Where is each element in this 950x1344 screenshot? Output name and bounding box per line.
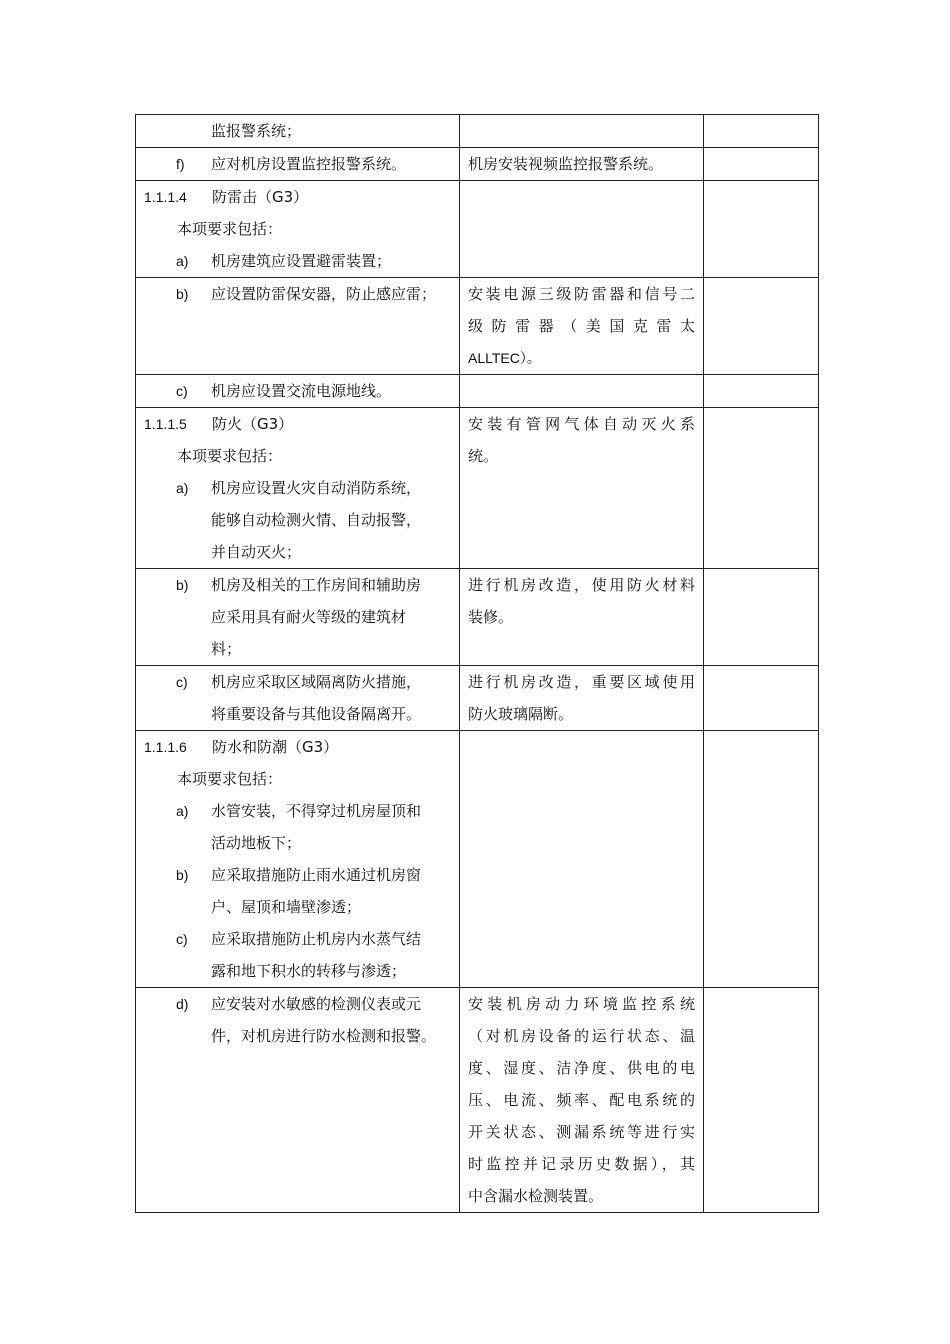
requirement-text: 并自动灭火； [211,543,302,561]
requirement-text: 活动地板下； [211,834,302,852]
requirement-text: 料； [211,640,242,658]
measure-cell [460,569,704,666]
section-title: 防水和防潮（G3） [212,738,339,756]
item-label: f) [176,156,185,172]
result-cell [704,148,819,181]
measure-text: ALLTEC）。 [468,350,541,366]
table-row [136,408,819,569]
section-intro: 本项要求包括： [177,220,283,238]
requirement-text: 露和地下积水的转移与渗透； [211,962,407,980]
requirement-text: 能够自动检测火情、自动报警， [211,511,422,529]
measure-text: 防火玻璃隔断。 [468,705,574,723]
measure-text: 级 防 雷 器 （ 美 国 克 雷 太 [468,317,695,335]
requirement-cell [136,666,460,731]
table-row [136,115,819,148]
measure-cell [460,988,704,1213]
measure-text: 安装电源三级防雷器和信号二 [468,285,695,303]
result-cell [704,731,819,988]
measure-text: 度、湿度、洁净度、供电的电 [468,1059,695,1077]
measure-text: 压、电流、频率、配电系统的 [468,1091,695,1109]
measure-cell [460,408,704,569]
item-label: b) [176,867,189,883]
requirement-text: 将重要设备与其他设备隔离开。 [211,705,422,723]
result-cell [704,569,819,666]
requirement-text: 机房应设置交流电源地线。 [211,382,392,400]
measure-text: 安装有管网气体自动灭火系 [468,415,695,433]
requirement-cell [136,569,460,666]
item-label: c) [176,931,188,947]
requirement-text: 件，对机房进行防水检测和报警。 [211,1027,437,1045]
result-cell [704,181,819,278]
measure-text: 统。 [468,447,499,465]
section-number: 1.1.1.4 [144,189,187,205]
item-label: d) [176,996,189,1012]
requirement-text: 应采取措施防止机房内水蒸气结 [211,930,422,948]
result-cell [704,278,819,375]
table-row [136,731,819,988]
measure-text: 开关状态、测漏系统等进行实 [468,1123,695,1141]
item-label: a) [176,253,189,269]
measure-cell [460,666,704,731]
requirement-text: 水管安装，不得穿过机房屋顶和 [211,802,422,820]
table-row [136,148,819,181]
table-row [136,278,819,375]
measure-cell [460,115,704,148]
section-number: 1.1.1.5 [144,416,187,432]
requirement-cell [136,148,460,181]
measure-text: 进行机房改造，重要区域使用 [468,673,695,691]
measure-text: 中含漏水检测装置。 [468,1187,604,1205]
table-row [136,375,819,408]
result-cell [704,988,819,1213]
requirement-text: 户、屋顶和墙壁渗透； [211,898,362,916]
table-row [136,988,819,1213]
measure-text: 装修。 [468,608,514,626]
result-cell [704,666,819,731]
requirement-cell [136,181,460,278]
measure-text: 机房安装视频监控报警系统。 [468,155,664,173]
requirement-text: 应采用具有耐火等级的建筑材 [211,608,407,626]
section-title: 防雷击（G3） [212,188,309,206]
item-label: c) [176,383,188,399]
requirements-table [135,114,819,1213]
requirement-text: 应对机房设置监控报警系统。 [211,155,407,173]
item-label: a) [176,480,189,496]
item-label: b) [176,286,189,302]
requirement-text: 机房建筑应设置避雷装置； [211,252,392,270]
measure-text: 时监控并记录历史数据），其 [468,1155,695,1173]
section-number: 1.1.1.6 [144,739,187,755]
requirement-text: 监报警系统； [211,122,302,140]
measure-cell [460,181,704,278]
requirement-text: 应采取措施防止雨水通过机房窗 [211,866,422,884]
requirement-cell [136,988,460,1213]
result-cell [704,115,819,148]
requirement-text: 应安装对水敏感的检测仪表或元 [211,995,422,1013]
requirement-text: 应设置防雷保安器，防止感应雷； [211,285,437,303]
requirement-text: 机房应采取区域隔离防火措施， [211,673,422,691]
section-intro: 本项要求包括： [177,770,283,788]
item-label: a) [176,803,189,819]
requirement-cell [136,375,460,408]
requirement-text: 机房应设置火灾自动消防系统， [211,479,422,497]
requirement-cell [136,731,460,988]
table-row [136,181,819,278]
result-cell [704,375,819,408]
item-label: b) [176,577,189,593]
measure-text: （对机房设备的运行状态、温 [468,1027,695,1045]
section-intro: 本项要求包括： [177,447,283,465]
measure-cell [460,731,704,988]
measure-cell [460,278,704,375]
measure-cell [460,375,704,408]
table-row [136,666,819,731]
result-cell [704,408,819,569]
measure-text: 安装机房动力环境监控系统 [468,995,695,1013]
section-title: 防火（G3） [212,415,294,433]
table-row [136,569,819,666]
item-label: c) [176,674,188,690]
measure-cell [460,148,704,181]
requirement-cell [136,408,460,569]
requirement-text: 机房及相关的工作房间和辅助房 [211,576,422,594]
requirement-cell [136,115,460,148]
requirement-cell [136,278,460,375]
measure-text: 进行机房改造，使用防火材料 [468,576,695,594]
